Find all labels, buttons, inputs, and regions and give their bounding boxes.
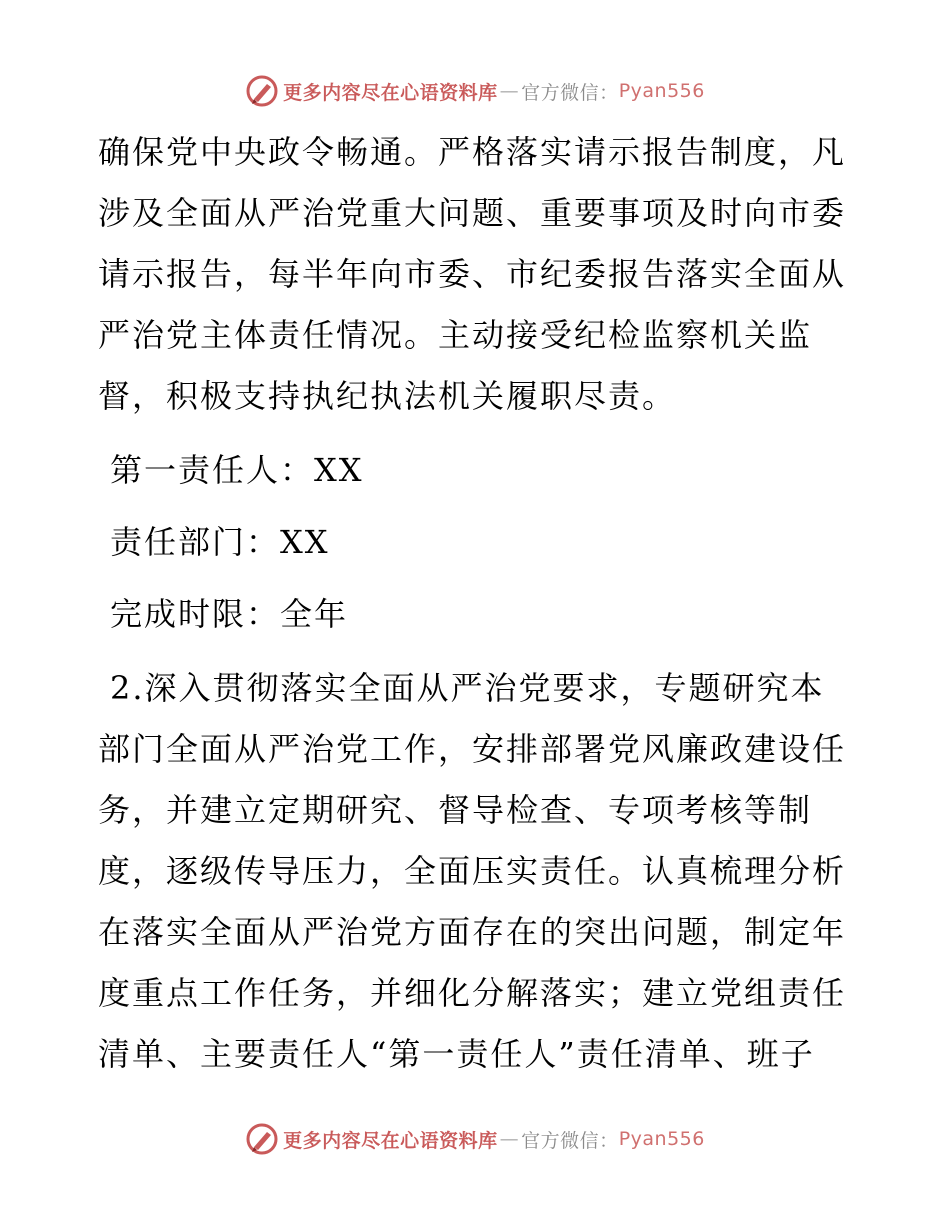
paragraph-1-line: 督，积极支持执纪执法机关履职尽责。 [98,377,677,415]
paragraph-1-line: 严治党主体责任情况。主动接受纪检监察机关监 [98,316,813,354]
paragraph-2-line: 在落实全面从严治党方面存在的突出问题，制定年 [98,913,847,951]
watermark-account: Pyan556 [618,80,705,102]
watermark-primary: 更多内容尽在心语资料库 [283,1129,498,1152]
field-deadline [98,584,858,645]
field-label: 责任部门： [110,523,281,561]
watermark-dash: — [499,1128,520,1150]
watermark-account: Pyan556 [618,1128,705,1150]
watermark-label: 官方微信 [521,81,600,104]
pen-logo-icon [245,74,279,108]
footer-watermark [0,1122,950,1156]
watermark-primary: 更多内容尽在心语资料库 [283,81,498,104]
paragraph-2-line: 2.深入贯彻落实全面从严治党要求，专题研究本 [110,669,825,707]
header-watermark [0,74,950,108]
watermark-dash: — [499,80,520,102]
field-label: 第一责任人： [110,451,315,489]
paragraph-1-line: 请示报告，每半年向市委、市纪委报告落实全面从 [98,255,847,293]
paragraph-2-line: 清单、主要责任人“第一责任人”责任清单、班子 [98,1035,815,1073]
paragraph-1 [98,122,858,427]
pen-logo-icon [245,1122,279,1156]
field-label: 完成时限： [110,595,281,633]
document-body [98,122,858,1085]
field-value: XX [280,523,330,561]
field-value: XX [314,451,364,489]
field-first-responsible [98,440,858,501]
field-value: 全年 [280,595,349,633]
watermark-colon: ： [599,1129,619,1152]
paragraph-2-line: 部门全面从严治党工作，安排部署党风廉政建设任 [98,730,847,768]
paragraph-2-line: 度重点工作任务，并细化分解落实；建立党组责任 [98,974,847,1012]
paragraph-1-line: 涉及全面从严治党重大问题、重要事项及时向市委 [98,194,847,232]
paragraph-2-line: 度，逐级传导压力，全面压实责任。认真梳理分析 [98,852,847,890]
field-department [98,512,858,573]
watermark-colon: ： [599,81,619,104]
paragraph-1-line: 确保党中央政令畅通。严格落实请示报告制度，凡 [98,133,847,171]
paragraph-2 [98,658,858,1085]
paragraph-2-line: 务，并建立定期研究、督导检查、专项考核等制 [98,791,813,829]
watermark-label: 官方微信 [521,1129,600,1152]
